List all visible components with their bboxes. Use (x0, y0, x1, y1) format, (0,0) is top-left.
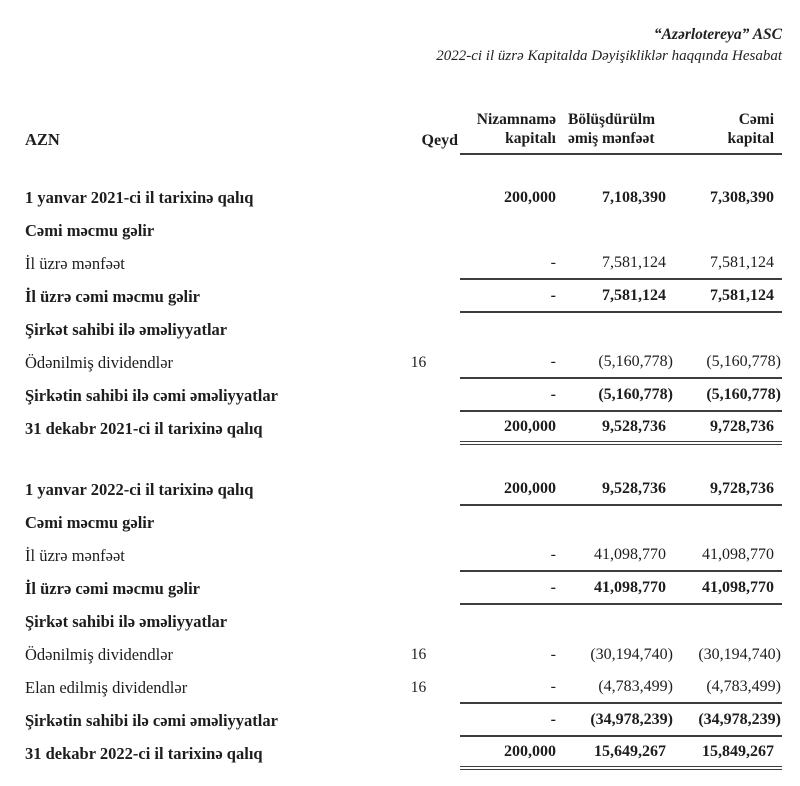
row-values (460, 506, 782, 539)
row-label: Şirkət sahibi ilə əməliyyatlar (25, 611, 228, 631)
document-header (436, 24, 782, 67)
row-value: - (550, 253, 556, 271)
row-value: 7,581,124 (710, 253, 774, 271)
row-values (460, 605, 782, 638)
column-header-line: Nizamnamə (476, 111, 556, 129)
row-values (460, 539, 782, 572)
row-value: 9,728,736 (710, 479, 774, 497)
row-note: 16 (410, 353, 427, 371)
currency-label: AZN (25, 130, 60, 149)
row-value: (4,783,499) (598, 677, 673, 695)
row-value: 200,000 (504, 417, 556, 435)
row-note (377, 473, 460, 506)
row-note (377, 313, 460, 346)
row-value: 7,581,124 (602, 286, 666, 304)
row-note (377, 572, 460, 605)
column-header-retained-earnings (564, 111, 674, 153)
row-value: 7,108,390 (602, 188, 666, 206)
company-name: “Azərlotereya” ASC (653, 26, 782, 43)
row-label: 31 dekabr 2022-ci il tarixinə qalıq (25, 743, 263, 763)
row-label: Şirkətin sahibi ilə cəmi əməliyyatlar (25, 385, 278, 405)
row-value: 15,849,267 (702, 742, 774, 760)
row-value: - (550, 677, 556, 695)
table-row (25, 704, 782, 737)
row-values (460, 704, 782, 737)
row-note (377, 280, 460, 313)
row-value: 200,000 (504, 479, 556, 497)
row-label: Şirkətin sahibi ilə cəmi əməliyyatlar (25, 710, 278, 730)
table-header (25, 103, 782, 155)
row-value: 7,581,124 (710, 286, 774, 304)
row-value: 7,581,124 (602, 253, 666, 271)
table-row (25, 313, 782, 346)
row-note (377, 379, 460, 412)
equity-statement-table (25, 103, 782, 770)
table-row (25, 539, 782, 572)
row-value: (34,978,239) (590, 710, 673, 728)
row-label: 31 dekabr 2021-ci il tarixinə qalıq (25, 418, 263, 438)
row-value: 7,308,390 (710, 188, 774, 206)
table-row (25, 737, 782, 770)
row-value: - (550, 286, 556, 304)
row-note (377, 704, 460, 737)
row-value: (4,783,499) (706, 677, 781, 695)
row-label: Cəmi məcmu gəlir (25, 512, 155, 532)
column-header-total-capital (674, 111, 782, 153)
row-value: 15,649,267 (594, 742, 666, 760)
row-note: 16 (410, 645, 427, 663)
row-value: (30,194,740) (590, 645, 673, 663)
column-header-line: əmiş mənfəət (568, 130, 655, 148)
row-value: (5,160,778) (598, 385, 673, 403)
table-row (25, 346, 782, 379)
row-label: Ödənilmiş dividendlər (25, 644, 174, 664)
row-values (460, 181, 782, 214)
row-values (460, 214, 782, 247)
row-label: Elan edilmiş dividendlər (25, 677, 188, 697)
row-value: 41,098,770 (702, 578, 774, 596)
column-header-line: kapitalı (505, 130, 556, 148)
column-header-line: Cəmi (738, 111, 774, 129)
row-note (377, 539, 460, 572)
table-row (25, 412, 782, 445)
row-value: - (550, 545, 556, 563)
row-value: 200,000 (504, 742, 556, 760)
column-header-line: Bölüşdürülm (568, 111, 656, 129)
table-row (25, 638, 782, 671)
row-values (460, 247, 782, 280)
row-label: Ödənilmiş dividendlər (25, 352, 174, 372)
row-value: (34,978,239) (698, 710, 781, 728)
table-row (25, 671, 782, 704)
row-note (377, 412, 460, 445)
table-row (25, 605, 782, 638)
row-label: Şirkət sahibi ilə əməliyyatlar (25, 319, 228, 339)
row-values (460, 280, 782, 313)
row-value: - (550, 352, 556, 370)
row-value: - (550, 710, 556, 728)
table-row (25, 280, 782, 313)
row-value: - (550, 385, 556, 403)
row-value: (5,160,778) (706, 385, 781, 403)
row-note (377, 737, 460, 770)
row-value: - (550, 578, 556, 596)
row-label: İl üzrə cəmi məcmu gəlir (25, 286, 201, 306)
table-row (25, 181, 782, 214)
column-header-share-capital (460, 111, 564, 153)
row-note: 16 (410, 678, 427, 696)
row-values (460, 638, 782, 671)
table-row (25, 572, 782, 605)
note-column-header: Qeyd (421, 132, 458, 149)
row-values (460, 737, 782, 770)
row-label: 1 yanvar 2022-ci il tarixinə qalıq (25, 479, 254, 499)
row-value: (5,160,778) (706, 352, 781, 370)
row-value: (30,194,740) (698, 645, 781, 663)
row-value: 200,000 (504, 188, 556, 206)
row-value: 9,528,736 (602, 479, 666, 497)
table-rows (25, 181, 782, 770)
row-label: İl üzrə mənfəət (25, 253, 125, 273)
row-label: İl üzrə mənfəət (25, 545, 125, 565)
row-value: 41,098,770 (594, 545, 666, 563)
row-note (377, 247, 460, 280)
report-title: 2022-ci il üzrə Kapitalda Dəyişikliklər haqqında Hesabat (436, 47, 782, 64)
row-values (460, 346, 782, 379)
value-column-headers (460, 103, 782, 155)
table-row (25, 473, 782, 506)
table-row (25, 506, 782, 539)
row-label: İl üzrə cəmi məcmu gəlir (25, 578, 201, 598)
row-note (377, 181, 460, 214)
row-value: 9,528,736 (602, 417, 666, 435)
table-row (25, 379, 782, 412)
row-value: (5,160,778) (598, 352, 673, 370)
row-value: 41,098,770 (594, 578, 666, 596)
row-value: 41,098,770 (702, 545, 774, 563)
row-values (460, 671, 782, 704)
row-values (460, 379, 782, 412)
row-note (377, 605, 460, 638)
row-note (377, 214, 460, 247)
row-label: Cəmi məcmu gəlir (25, 220, 155, 240)
row-label: 1 yanvar 2021-ci il tarixinə qalıq (25, 187, 254, 207)
row-value: 9,728,736 (710, 417, 774, 435)
row-values (460, 313, 782, 346)
table-row (25, 247, 782, 280)
row-values (460, 572, 782, 605)
row-value: - (550, 645, 556, 663)
row-note (377, 506, 460, 539)
column-header-line: kapital (727, 130, 774, 148)
row-values (460, 473, 782, 506)
row-values (460, 412, 782, 445)
table-row (25, 214, 782, 247)
